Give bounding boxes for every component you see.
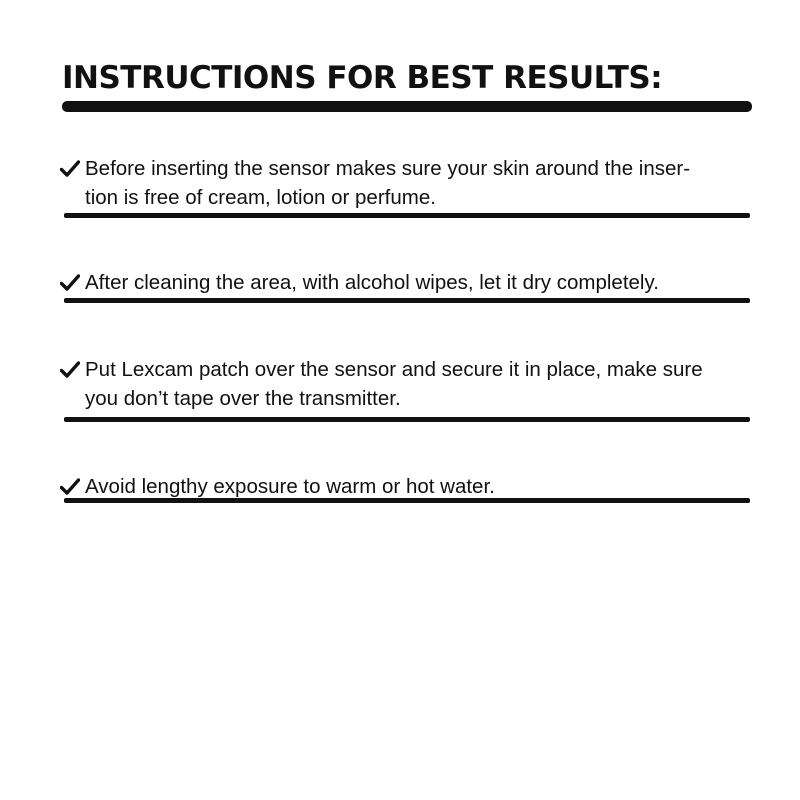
checkmark-icon bbox=[60, 273, 80, 293]
page-title: INSTRUCTIONS FOR BEST RESULTS: bbox=[62, 60, 663, 96]
instruction-text: Put Lexcam patch over the sensor and secure it in place, make sure you don’t tape over the transmitter. bbox=[85, 358, 703, 410]
instruction-text: After cleaning the area, with alcohol wipes, let it dry completely. bbox=[85, 271, 659, 294]
checkmark-icon bbox=[60, 477, 80, 497]
item-divider bbox=[64, 498, 750, 503]
instruction-text: Avoid lengthy exposure to warm or hot water. bbox=[85, 475, 495, 498]
item-divider bbox=[64, 213, 750, 218]
item-divider bbox=[64, 417, 750, 422]
item-divider bbox=[64, 298, 750, 303]
title-divider bbox=[62, 101, 752, 112]
instruction-text: Before inserting the sensor makes sure your skin around the inser- tion is free of cream, lotion or perfume. bbox=[85, 157, 691, 209]
checkmark-icon bbox=[60, 159, 80, 179]
checkmark-icon bbox=[60, 360, 80, 380]
